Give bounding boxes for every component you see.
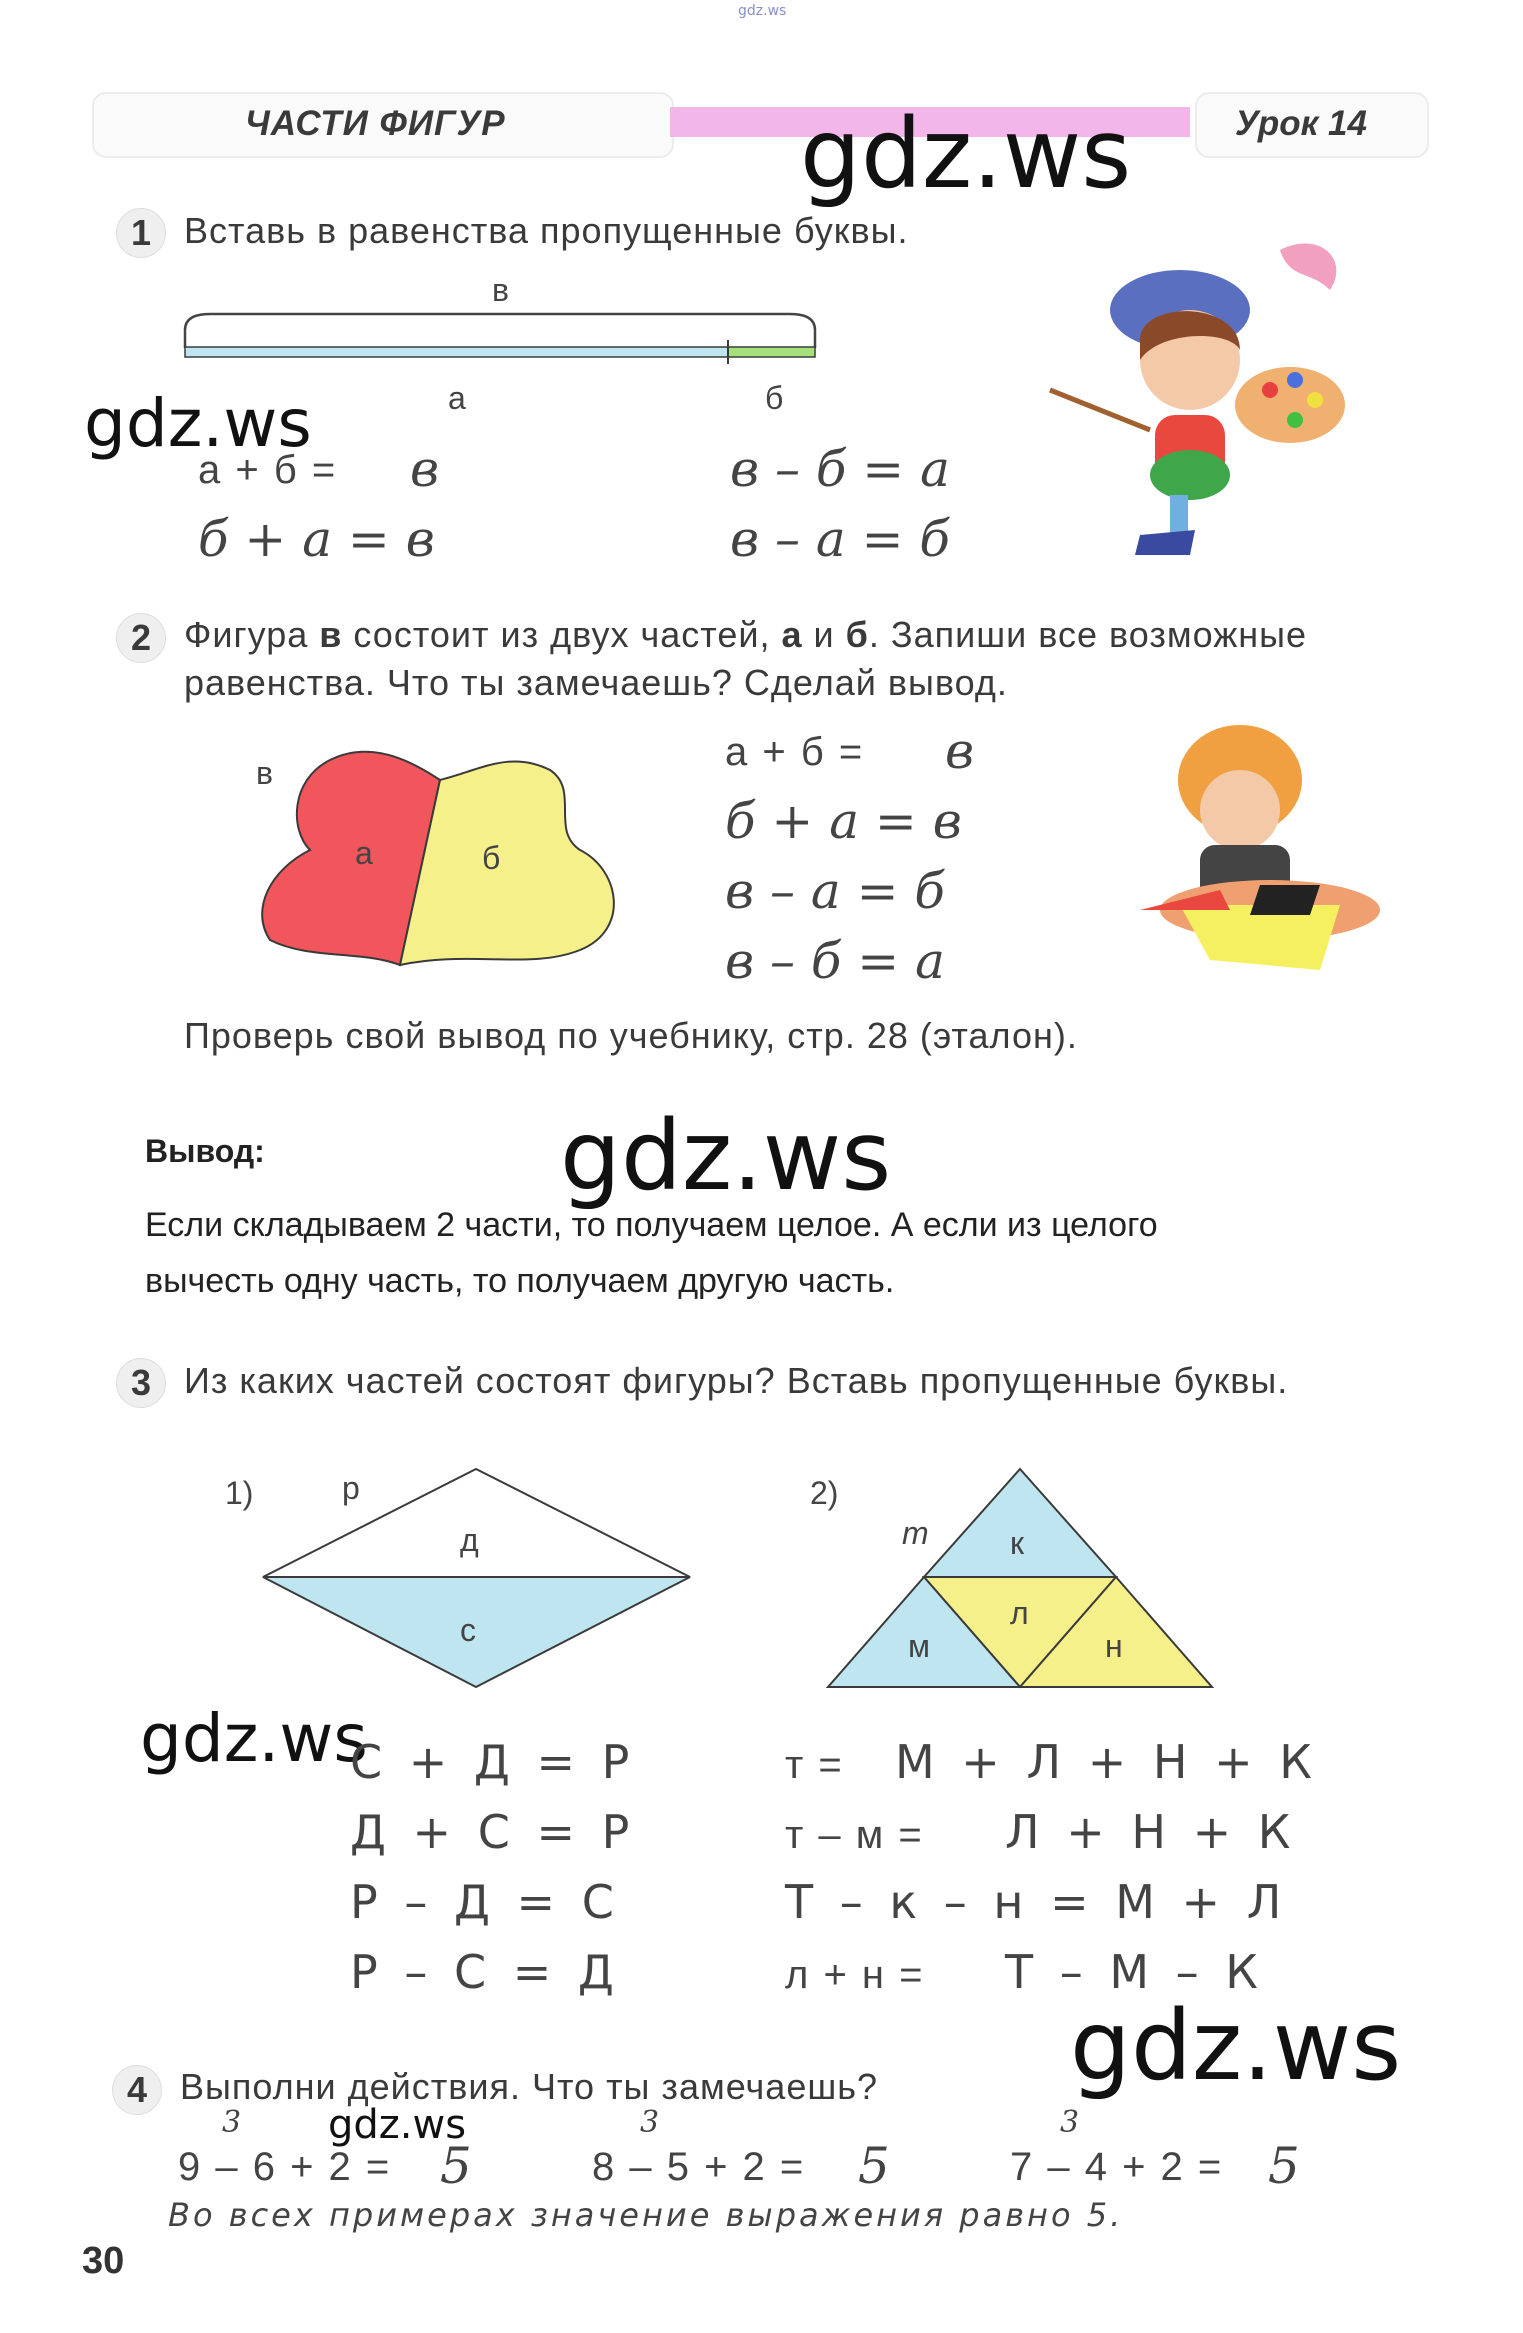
t2-eq2-answer: б + а = в bbox=[725, 792, 962, 850]
t2-eq1-answer: в bbox=[945, 722, 975, 780]
eq4-answer: в – а = б bbox=[730, 510, 950, 568]
ex1-answer: 5 bbox=[440, 2137, 472, 2195]
t3-right-eq4-answer: Т – М – К bbox=[1005, 1945, 1264, 1999]
watermark: gdz.ws bbox=[1070, 1990, 1402, 2102]
watermark: gdz.ws bbox=[84, 385, 312, 462]
rhombus-figure bbox=[258, 1465, 698, 1695]
t3-left-eq2: Д + С = Р bbox=[350, 1805, 636, 1859]
watermark: gdz.ws bbox=[800, 98, 1132, 210]
label-v: в bbox=[492, 272, 509, 308]
fig2-label: 2) bbox=[810, 1475, 839, 1511]
fig1-bottom: с bbox=[460, 1612, 476, 1648]
fig2-right: н bbox=[1105, 1628, 1123, 1664]
feather-icon bbox=[1280, 244, 1336, 290]
label-whole: в bbox=[256, 755, 273, 791]
label-a: а bbox=[448, 380, 466, 416]
page-number: 30 bbox=[82, 2240, 125, 2282]
brush-icon bbox=[1050, 390, 1150, 430]
fig2-middle: л bbox=[1010, 1595, 1029, 1631]
watermark: gdz.ws bbox=[328, 2102, 467, 2148]
eq3-answer: в – б = а bbox=[730, 440, 950, 498]
t3-right-eq1-answer: М + Л + Н + К bbox=[895, 1735, 1318, 1789]
boy-illustration bbox=[1120, 710, 1380, 980]
painter-illustration bbox=[1030, 230, 1380, 560]
lesson-label: Урок 14 bbox=[1235, 104, 1367, 143]
t3-left-eq4: Р – С = Д bbox=[350, 1945, 620, 1999]
watermark: gdz.ws bbox=[560, 1100, 892, 1212]
task4-observation: Во всех примерах значение выражения равно 5. bbox=[168, 2196, 1124, 2234]
shorts-icon bbox=[1150, 450, 1230, 500]
ex2-answer: 5 bbox=[858, 2137, 890, 2195]
task-number: 3 bbox=[116, 1358, 166, 1408]
task2-text: Фигура в состоит из двух частей, а и б. Запиши все возможные bbox=[184, 614, 1308, 655]
label-part1: а bbox=[355, 835, 373, 871]
fig1-top: д bbox=[460, 1522, 479, 1558]
t3-right-eq1-printed: т = bbox=[785, 1743, 844, 1787]
t2-eq1-printed: а + б = bbox=[725, 730, 865, 774]
t3-left-eq3: Р – Д = С bbox=[350, 1875, 620, 1929]
ex2-note: 3 bbox=[640, 2105, 660, 2140]
fig2-top: к bbox=[1010, 1525, 1024, 1561]
fig1-whole: р bbox=[342, 1470, 360, 1506]
fig2-left: м bbox=[908, 1628, 930, 1664]
t3-right-eq2-printed: т – м = bbox=[785, 1813, 924, 1857]
t3-left-eq1: С + Д = Р bbox=[350, 1735, 636, 1789]
conclusion-text: Если складываем 2 части, то получаем целое. А если из целого вычесть одну часть, то получаем другую часть. bbox=[145, 1206, 1158, 1300]
ex2-expr: 8 – 5 + 2 = bbox=[592, 2145, 806, 2189]
eq1-printed: а + б = bbox=[198, 448, 338, 492]
ex3-answer: 5 bbox=[1268, 2137, 1300, 2195]
part-s bbox=[263, 1577, 690, 1687]
t3-right-eq3-answer: Т – к – н = М + Л bbox=[785, 1875, 1288, 1929]
shoe-icon bbox=[1135, 530, 1195, 555]
ex1-expr: 9 – 6 + 2 = bbox=[178, 2145, 392, 2189]
brace bbox=[185, 314, 815, 348]
face-icon bbox=[1200, 770, 1280, 850]
task2-text-line2: равенства. Что ты замечаешь? Сделай вывод. bbox=[184, 662, 1008, 703]
t2-eq3-answer: в – а = б bbox=[725, 862, 945, 920]
blob-figure bbox=[250, 740, 630, 970]
triangle-figure bbox=[820, 1465, 1220, 1695]
task-number: 4 bbox=[112, 2065, 162, 2115]
task3-text: Из каких частей состоят фигуры? Вставь пропущенные буквы. bbox=[184, 1360, 1289, 1401]
ex3-note: 3 bbox=[1060, 2105, 1080, 2140]
ex1-note: 3 bbox=[222, 2105, 242, 2140]
task-number: 2 bbox=[116, 613, 166, 663]
fig1-label: 1) bbox=[225, 1475, 254, 1511]
fig2-whole: т bbox=[902, 1515, 929, 1551]
segment-b bbox=[728, 347, 815, 357]
task4-text: Выполни действия. Что ты замечаешь? bbox=[180, 2066, 878, 2107]
ex3-expr: 7 – 4 + 2 = bbox=[1010, 2145, 1224, 2189]
t3-right-eq4-printed: л + н = bbox=[785, 1953, 925, 1997]
check-text: Проверь свой вывод по учебнику, стр. 28 (эталон). bbox=[184, 1015, 1078, 1056]
eq2-answer: б + а = в bbox=[198, 510, 435, 568]
label-part2: б bbox=[482, 840, 501, 876]
iron-icon bbox=[1250, 885, 1320, 915]
eq1-answer: в bbox=[410, 440, 440, 498]
conclusion-title: Вывод: bbox=[145, 1133, 265, 1169]
t2-eq4-answer: в – б = а bbox=[725, 932, 945, 990]
t3-right-eq2-answer: Л + Н + К bbox=[1005, 1805, 1297, 1859]
task1-text: Вставь в равенства пропущенные буквы. bbox=[184, 210, 909, 251]
tiny-watermark: gdz.ws bbox=[738, 3, 787, 19]
header-title: ЧАСТИ ФИГУР bbox=[245, 104, 506, 143]
label-b: б bbox=[765, 380, 784, 416]
watermark: gdz.ws bbox=[140, 1700, 368, 1777]
task-number: 1 bbox=[116, 208, 166, 258]
segment-a bbox=[185, 347, 728, 357]
